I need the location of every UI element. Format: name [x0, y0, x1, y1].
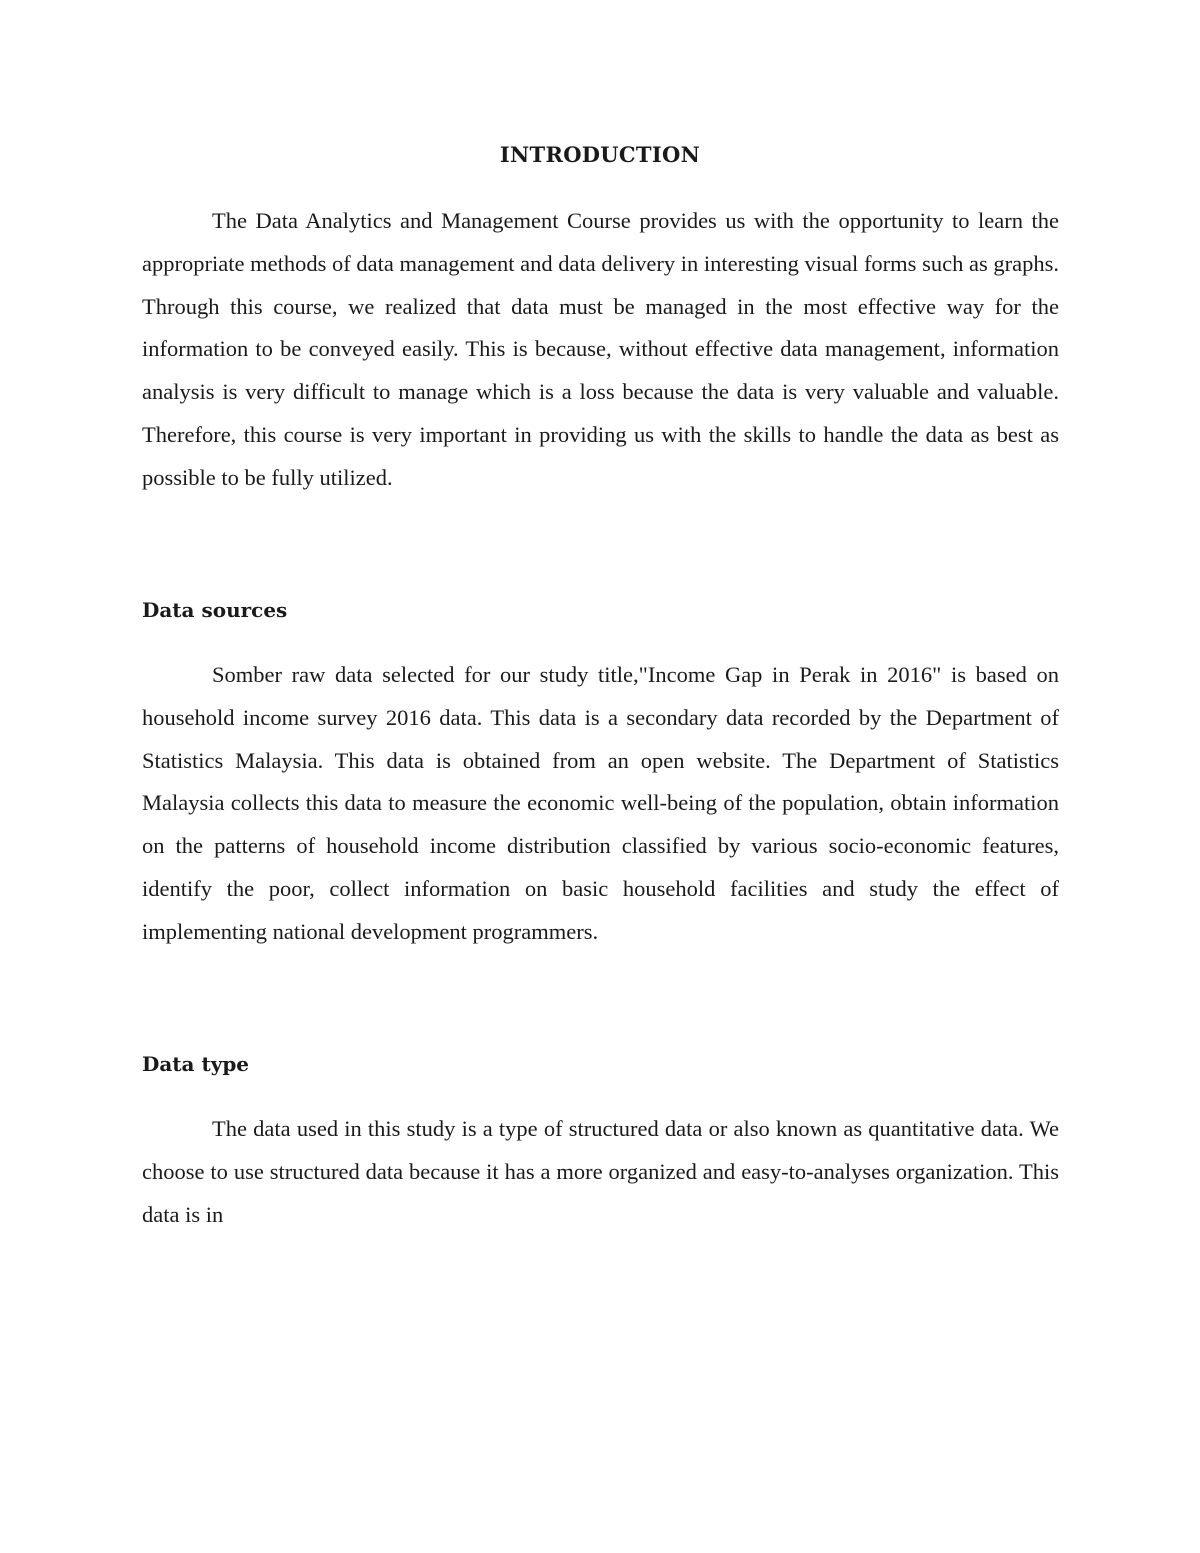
intro-paragraph: The Data Analytics and Management Course provides us with the opportunity to learn the appropriate methods of data management and data delivery in interesting visual forms such as graphs. Through this course, we realized that data must be managed in the most effective way for the information to be conveyed easily. This is because, without effective data management, information analysis is very difficult to manage which is a loss because the data is very valuable and valuable. Therefore, this course is very important in providing us with the skills to handle the data as best as possible to be fully utilized. — [142, 208, 1059, 490]
section-heading-data-type: Data type — [142, 1052, 250, 1076]
page-title: INTRODUCTION — [499, 142, 701, 167]
section-heading-data-sources: Data sources — [142, 598, 288, 622]
data-type-paragraph: The data used in this study is a type of structured data or also known as quantitative data. We choose to use structured data because it has a more organized and easy-to-analyses organization. This data is in — [142, 1116, 1059, 1227]
data-sources-paragraph: Somber raw data selected for our study title,"Income Gap in Perak in 2016" is based on household income survey 2016 data. This data is a secondary data recorded by the Department of Statistics Malaysia. This data is obtained from an open website. The Department of Statistics Malaysia collects this data to measure the economic well-being of the population, obtain information on the patterns of household income distribution classified by various socio-economic features, identify the poor, collect information on basic household facilities and study the effect of implementing national development programmers. — [142, 662, 1059, 944]
